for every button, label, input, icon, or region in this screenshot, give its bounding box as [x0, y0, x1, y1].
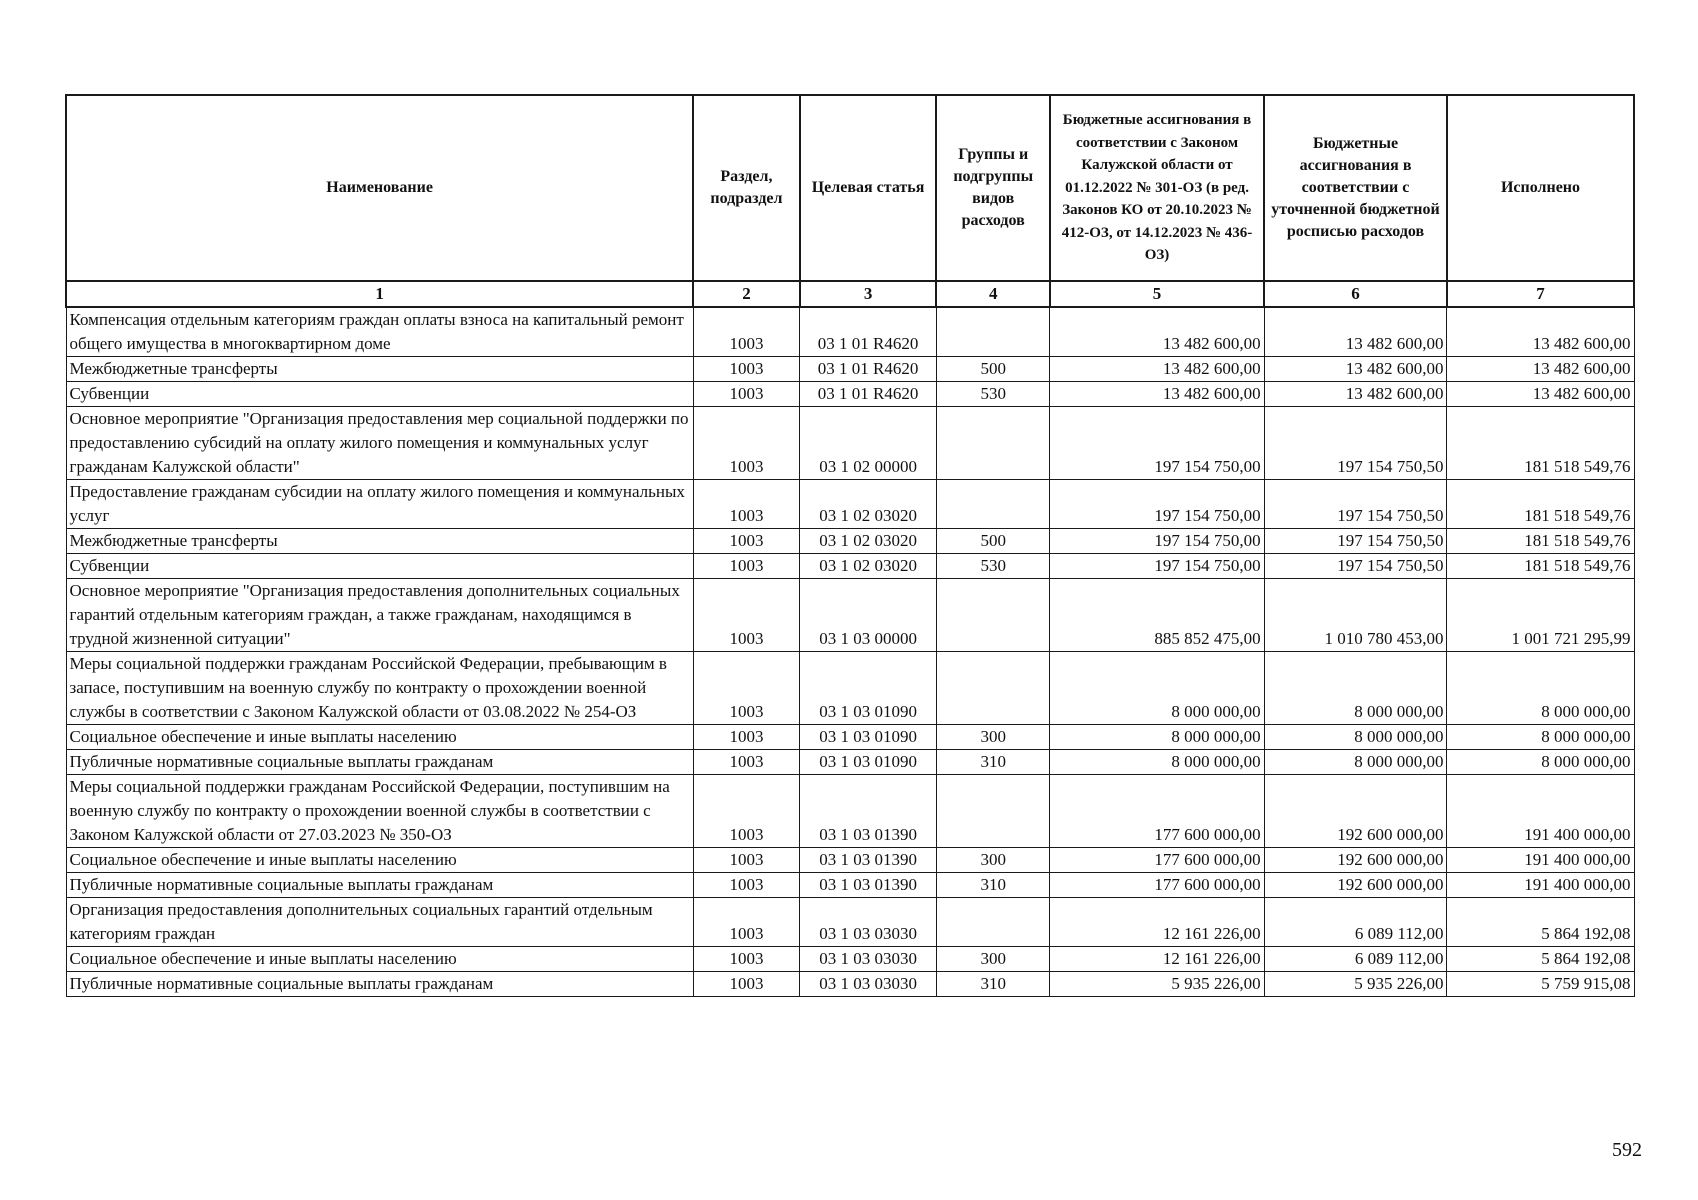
row-refined-allocation: 8 000 000,00	[1264, 652, 1447, 725]
row-target-article: 03 1 03 01390	[800, 873, 937, 898]
row-executed: 181 518 549,76	[1447, 480, 1634, 529]
row-refined-allocation: 192 600 000,00	[1264, 848, 1447, 873]
row-target-article: 03 1 02 00000	[800, 407, 937, 480]
row-refined-allocation: 197 154 750,50	[1264, 529, 1447, 554]
table-row	[66, 357, 1634, 382]
row-expense-group: 500	[936, 529, 1050, 554]
row-refined-allocation: 13 482 600,00	[1264, 307, 1447, 357]
row-law-allocation: 13 482 600,00	[1050, 357, 1264, 382]
header-target-article: Целевая статья	[800, 95, 937, 281]
row-name: Межбюджетные трансферты	[66, 357, 693, 382]
row-expense-group: 300	[936, 848, 1050, 873]
row-refined-allocation: 192 600 000,00	[1264, 775, 1447, 848]
table-header	[66, 95, 1634, 307]
table-row	[66, 972, 1634, 997]
row-section-code: 1003	[693, 307, 800, 357]
table-row	[66, 652, 1634, 725]
row-section-code: 1003	[693, 898, 800, 947]
row-section-code: 1003	[693, 407, 800, 480]
row-refined-allocation: 197 154 750,50	[1264, 480, 1447, 529]
row-law-allocation: 5 935 226,00	[1050, 972, 1264, 997]
header-refined-allocations: Бюджетные ассигнования в соответствии с уточненной бюджетной росписью расходов	[1264, 95, 1447, 281]
row-name: Основное мероприятие "Организация предоставления мер социальной поддержки по предоставлению субсидий на оплату жилого помещения и коммунальных услуг гражданам Калужской области"	[66, 407, 693, 480]
row-target-article: 03 1 03 03030	[800, 898, 937, 947]
row-name: Основное мероприятие "Организация предоставления дополнительных социальных гарантий отдельным категориям граждан, а также гражданам, находящимся в трудной жизненной ситуации"	[66, 579, 693, 652]
row-target-article: 03 1 03 01090	[800, 750, 937, 775]
row-law-allocation: 8 000 000,00	[1050, 750, 1264, 775]
table-row	[66, 775, 1634, 848]
row-refined-allocation: 5 935 226,00	[1264, 972, 1447, 997]
table-row	[66, 750, 1634, 775]
column-number: 7	[1447, 281, 1634, 307]
table-row	[66, 307, 1634, 357]
column-number: 2	[693, 281, 800, 307]
row-expense-group	[936, 898, 1050, 947]
row-law-allocation: 177 600 000,00	[1050, 873, 1264, 898]
header-name: Наименование	[66, 95, 693, 281]
row-section-code: 1003	[693, 873, 800, 898]
row-refined-allocation: 8 000 000,00	[1264, 750, 1447, 775]
row-executed: 181 518 549,76	[1447, 407, 1634, 480]
row-refined-allocation: 197 154 750,50	[1264, 407, 1447, 480]
table-row	[66, 579, 1634, 652]
row-name: Публичные нормативные социальные выплаты гражданам	[66, 972, 693, 997]
row-name: Публичные нормативные социальные выплаты гражданам	[66, 873, 693, 898]
row-name: Социальное обеспечение и иные выплаты населению	[66, 848, 693, 873]
header-expense-groups: Группы и подгруппы видов расходов	[936, 95, 1050, 281]
row-expense-group: 530	[936, 554, 1050, 579]
row-executed: 5 759 915,08	[1447, 972, 1634, 997]
row-law-allocation: 197 154 750,00	[1050, 529, 1264, 554]
row-target-article: 03 1 03 01090	[800, 725, 937, 750]
row-target-article: 03 1 02 03020	[800, 529, 937, 554]
row-target-article: 03 1 03 01390	[800, 775, 937, 848]
table-row	[66, 529, 1634, 554]
table-row	[66, 725, 1634, 750]
row-refined-allocation: 197 154 750,50	[1264, 554, 1447, 579]
table-row	[66, 898, 1634, 947]
row-executed: 8 000 000,00	[1447, 750, 1634, 775]
column-number: 3	[800, 281, 937, 307]
row-section-code: 1003	[693, 725, 800, 750]
row-name: Межбюджетные трансферты	[66, 529, 693, 554]
row-target-article: 03 1 03 00000	[800, 579, 937, 652]
row-section-code: 1003	[693, 947, 800, 972]
row-name: Предоставление гражданам субсидии на оплату жилого помещения и коммунальных услуг	[66, 480, 693, 529]
row-law-allocation: 13 482 600,00	[1050, 307, 1264, 357]
row-executed: 5 864 192,08	[1447, 947, 1634, 972]
row-section-code: 1003	[693, 579, 800, 652]
row-executed: 13 482 600,00	[1447, 357, 1634, 382]
table-body	[66, 307, 1634, 997]
row-law-allocation: 197 154 750,00	[1050, 407, 1264, 480]
row-expense-group: 310	[936, 873, 1050, 898]
row-name: Меры социальной поддержки гражданам Российской Федерации, поступившим на военную службу по контракту о прохождении военной службы в соответствии с Законом Калужской области от 27.03.2023 № 350-ОЗ	[66, 775, 693, 848]
row-section-code: 1003	[693, 554, 800, 579]
row-executed: 13 482 600,00	[1447, 382, 1634, 407]
row-section-code: 1003	[693, 382, 800, 407]
row-executed: 1 001 721 295,99	[1447, 579, 1634, 652]
row-section-code: 1003	[693, 357, 800, 382]
column-number: 4	[936, 281, 1050, 307]
row-name: Организация предоставления дополнительных социальных гарантий отдельным категориям граждан	[66, 898, 693, 947]
row-name: Субвенции	[66, 554, 693, 579]
row-expense-group	[936, 775, 1050, 848]
row-name: Социальное обеспечение и иные выплаты населению	[66, 725, 693, 750]
table-row	[66, 873, 1634, 898]
row-executed: 5 864 192,08	[1447, 898, 1634, 947]
row-expense-group: 300	[936, 725, 1050, 750]
row-target-article: 03 1 03 01090	[800, 652, 937, 725]
row-expense-group	[936, 652, 1050, 725]
row-target-article: 03 1 03 01390	[800, 848, 937, 873]
row-expense-group	[936, 480, 1050, 529]
row-name: Меры социальной поддержки гражданам Российской Федерации, пребывающим в запасе, поступившим на военную службу по контракту о прохождении военной службы в соответствии с Законом Калужской области от 03.08.2022 № 254-ОЗ	[66, 652, 693, 725]
row-law-allocation: 8 000 000,00	[1050, 725, 1264, 750]
row-executed: 181 518 549,76	[1447, 554, 1634, 579]
row-refined-allocation: 1 010 780 453,00	[1264, 579, 1447, 652]
row-section-code: 1003	[693, 775, 800, 848]
table-row	[66, 407, 1634, 480]
column-number: 1	[66, 281, 693, 307]
table-row	[66, 848, 1634, 873]
row-expense-group: 310	[936, 750, 1050, 775]
row-expense-group	[936, 579, 1050, 652]
row-target-article: 03 1 01 R4620	[800, 382, 937, 407]
column-number: 5	[1050, 281, 1264, 307]
table-row	[66, 947, 1634, 972]
row-target-article: 03 1 02 03020	[800, 554, 937, 579]
row-executed: 191 400 000,00	[1447, 873, 1634, 898]
row-section-code: 1003	[693, 480, 800, 529]
row-expense-group: 500	[936, 357, 1050, 382]
row-target-article: 03 1 01 R4620	[800, 307, 937, 357]
row-executed: 191 400 000,00	[1447, 775, 1634, 848]
row-executed: 8 000 000,00	[1447, 652, 1634, 725]
row-executed: 181 518 549,76	[1447, 529, 1634, 554]
table-row	[66, 382, 1634, 407]
row-target-article: 03 1 01 R4620	[800, 357, 937, 382]
row-law-allocation: 8 000 000,00	[1050, 652, 1264, 725]
row-refined-allocation: 8 000 000,00	[1264, 725, 1447, 750]
row-section-code: 1003	[693, 652, 800, 725]
row-law-allocation: 885 852 475,00	[1050, 579, 1264, 652]
row-expense-group: 300	[936, 947, 1050, 972]
row-expense-group	[936, 407, 1050, 480]
row-name: Субвенции	[66, 382, 693, 407]
row-section-code: 1003	[693, 750, 800, 775]
row-law-allocation: 197 154 750,00	[1050, 554, 1264, 579]
row-section-code: 1003	[693, 529, 800, 554]
row-expense-group	[936, 307, 1050, 357]
row-target-article: 03 1 03 03030	[800, 972, 937, 997]
table-row	[66, 554, 1634, 579]
row-name: Социальное обеспечение и иные выплаты населению	[66, 947, 693, 972]
row-executed: 8 000 000,00	[1447, 725, 1634, 750]
row-expense-group: 530	[936, 382, 1050, 407]
page-number: 592	[1612, 1139, 1642, 1161]
row-law-allocation: 12 161 226,00	[1050, 947, 1264, 972]
row-section-code: 1003	[693, 972, 800, 997]
row-refined-allocation: 192 600 000,00	[1264, 873, 1447, 898]
column-number: 6	[1264, 281, 1447, 307]
row-name: Публичные нормативные социальные выплаты гражданам	[66, 750, 693, 775]
header-law-allocations: Бюджетные ассигнования в соответствии с Законом Калужской области от 01.12.2022 № 301-ОЗ (в ред. Законов КО от 20.10.2023 № 412-ОЗ, от 14.12.2023 № 436-ОЗ)	[1050, 95, 1264, 281]
row-law-allocation: 177 600 000,00	[1050, 775, 1264, 848]
column-number-row	[66, 281, 1634, 307]
row-refined-allocation: 13 482 600,00	[1264, 382, 1447, 407]
table-row	[66, 480, 1634, 529]
row-executed: 191 400 000,00	[1447, 848, 1634, 873]
row-refined-allocation: 13 482 600,00	[1264, 357, 1447, 382]
row-refined-allocation: 6 089 112,00	[1264, 898, 1447, 947]
row-executed: 13 482 600,00	[1447, 307, 1634, 357]
row-target-article: 03 1 03 03030	[800, 947, 937, 972]
row-law-allocation: 197 154 750,00	[1050, 480, 1264, 529]
row-law-allocation: 177 600 000,00	[1050, 848, 1264, 873]
header-section: Раздел, подраздел	[693, 95, 800, 281]
row-target-article: 03 1 02 03020	[800, 480, 937, 529]
row-expense-group: 310	[936, 972, 1050, 997]
row-section-code: 1003	[693, 848, 800, 873]
row-law-allocation: 13 482 600,00	[1050, 382, 1264, 407]
header-executed: Исполнено	[1447, 95, 1634, 281]
row-refined-allocation: 6 089 112,00	[1264, 947, 1447, 972]
budget-execution-table	[65, 94, 1635, 997]
row-name: Компенсация отдельным категориям граждан оплаты взноса на капитальный ремонт общего имущества в многоквартирном доме	[66, 307, 693, 357]
row-law-allocation: 12 161 226,00	[1050, 898, 1264, 947]
